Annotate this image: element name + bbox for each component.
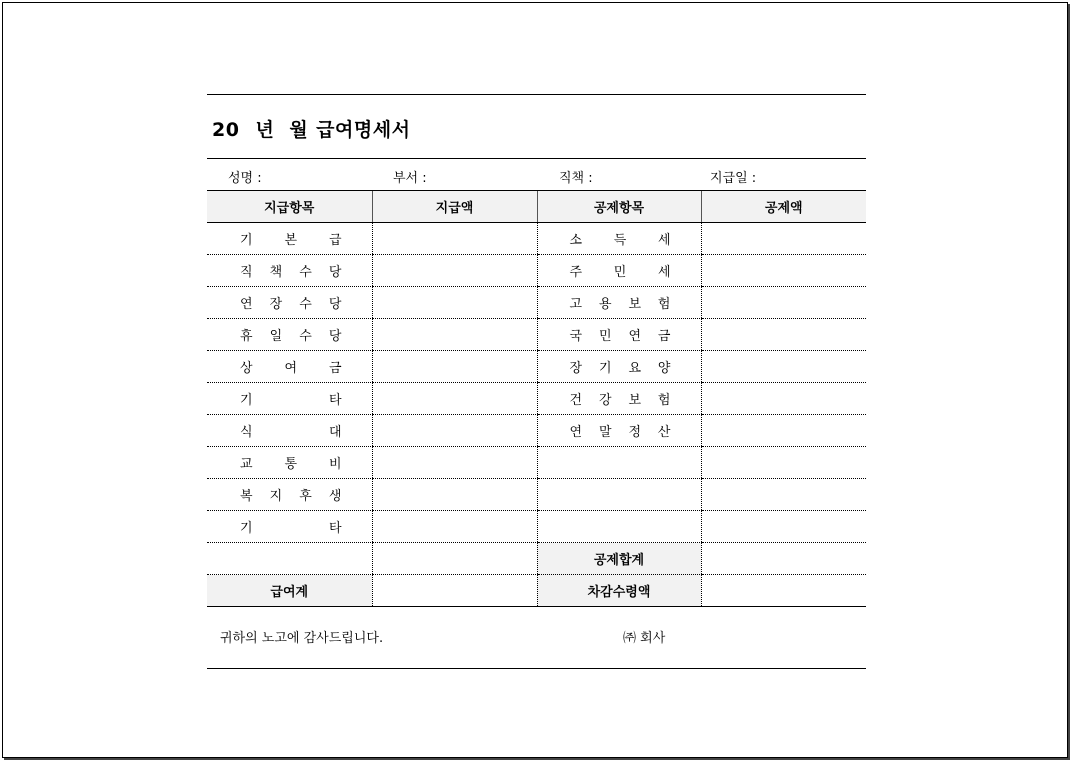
pay-item-label-char: 수: [299, 265, 312, 280]
table-row: [207, 479, 866, 511]
table-row: [207, 255, 866, 287]
header-pay-item: 지급항목: [207, 191, 372, 223]
deduct-item-label-char: 소: [569, 233, 583, 248]
table-row: [207, 415, 866, 447]
pay-amount-cell: [372, 511, 537, 543]
pay-item-label: [207, 223, 372, 255]
pay-item-label-char: 기: [240, 393, 253, 408]
pay-amount-cell: [372, 255, 537, 287]
deduct-amount-cell: [701, 415, 866, 447]
deduct-amount-cell: [701, 223, 866, 255]
pay-item-label: [207, 351, 372, 383]
pay-item-label-char: 교: [240, 457, 253, 472]
deduct-item-label-char: 주: [569, 265, 583, 280]
pay-item-label-char: 책: [269, 265, 283, 280]
pay-item-label-char: 당: [328, 265, 342, 280]
deduct-item-label-char: 세: [657, 265, 671, 280]
pay-item-label: [207, 415, 372, 447]
pay-total-row: [207, 575, 866, 607]
deduct-item-label-char: 금: [657, 329, 671, 344]
pay-item-label-char: 수: [299, 297, 312, 312]
deduct-amount-cell: [701, 511, 866, 543]
pay-item-label-char: 일: [269, 329, 283, 344]
pay-amount-cell: [372, 479, 537, 511]
deduct-item-label-char: 기: [598, 361, 612, 376]
header-deduct-amount: 공제액: [701, 191, 866, 223]
deduct-total-label: 공제합계: [537, 543, 701, 575]
title-year-unit: 년: [255, 119, 275, 141]
pay-amount-cell: [372, 351, 537, 383]
deduct-item-label-char: 용: [598, 297, 612, 312]
header-deduct-item: 공제항목: [537, 191, 701, 223]
pay-item-label-char: 기: [240, 521, 253, 536]
pay-item-label-char: 연: [240, 297, 253, 312]
pay-item-label: [207, 383, 372, 415]
deduct-item-cell: [537, 447, 701, 479]
pay-item-label: [207, 287, 372, 319]
pay-item-label-char: 급: [328, 233, 342, 248]
deduct-item-label-char: 험: [657, 393, 671, 408]
table-row: [207, 287, 866, 319]
deduct-item-label-char: 양: [657, 361, 671, 376]
deduct-item-label-char: 보: [628, 393, 641, 408]
pay-item-label-char: 통: [284, 457, 298, 472]
deduct-item-label-char: 득: [613, 233, 627, 248]
pay-item-label-char: 타: [328, 393, 342, 408]
pay-date-label: 지급일 :: [710, 171, 757, 186]
deduct-item-label-char: 연: [628, 329, 641, 344]
deduct-item-label-char: 건: [569, 393, 583, 408]
deduct-amount-cell: [701, 447, 866, 479]
thanks-message: 귀하의 노고에 감사드립니다.: [220, 631, 384, 646]
deduct-item-label-char: 장: [569, 361, 583, 376]
pay-item-label: [207, 479, 372, 511]
deduct-item-label-char: 정: [628, 425, 641, 440]
table-row: [207, 447, 866, 479]
pay-item-label-char: 여: [284, 361, 298, 376]
pay-amount-cell: [372, 287, 537, 319]
pay-item-label-char: 휴: [240, 329, 253, 344]
pay-amount-cell: [372, 447, 537, 479]
pay-item-label: [207, 319, 372, 351]
pay-item-label-char: 후: [299, 489, 312, 504]
pay-item-label: [207, 511, 372, 543]
pay-total-label: 급여계: [207, 575, 372, 607]
top-rule: [207, 94, 866, 95]
deduct-amount-cell: [701, 319, 866, 351]
pay-item-label-char: 당: [328, 297, 342, 312]
pay-item-label-char: 비: [328, 457, 342, 472]
table-row: [207, 383, 866, 415]
deduct-item-label: [537, 319, 701, 351]
company-name: ㈜ 회사: [623, 631, 666, 646]
deduct-item-label-char: 연: [569, 425, 583, 440]
deduct-total-amount: [701, 543, 866, 575]
table-row: [207, 351, 866, 383]
deduct-amount-cell: [701, 351, 866, 383]
pay-item-label-char: 수: [299, 329, 312, 344]
deduct-item-label-char: 세: [657, 233, 671, 248]
header-pay-amount: 지급액: [372, 191, 537, 223]
title-year: 20: [212, 119, 240, 141]
document-page: [2, 2, 1068, 758]
pay-item-label-char: 식: [240, 425, 253, 440]
pay-item-label: [207, 447, 372, 479]
deduct-amount-cell: [701, 255, 866, 287]
deduct-item-label-char: 요: [628, 361, 641, 376]
deduct-item-label: [537, 287, 701, 319]
employee-info-row: [207, 158, 866, 190]
deduct-item-cell: [537, 511, 701, 543]
pay-amount-cell: [372, 415, 537, 447]
pay-total-amount: [372, 575, 537, 607]
pay-item-label-char: 복: [240, 489, 253, 504]
deduct-item-label-char: 산: [657, 425, 671, 440]
name-label: 성명 :: [228, 171, 262, 186]
deduct-item-label-char: 보: [628, 297, 641, 312]
table-row: [207, 511, 866, 543]
deduct-item-label-char: 민: [598, 329, 612, 344]
deduct-item-label-char: 국: [569, 329, 583, 344]
pay-amount-cell: [372, 223, 537, 255]
pay-item-label-char: 금: [328, 361, 342, 376]
deduct-item-label: [537, 415, 701, 447]
pay-item-label-char: 직: [240, 265, 253, 280]
title-month-unit: 월: [289, 119, 309, 141]
payslip-table: [207, 190, 866, 607]
deduct-item-label-char: 고: [569, 297, 583, 312]
net-pay-label: 차감수령액: [537, 575, 701, 607]
pay-item-label-char: 당: [328, 329, 342, 344]
deduct-item-cell: [537, 479, 701, 511]
table-row: [207, 319, 866, 351]
deduct-amount-cell: [701, 287, 866, 319]
pay-item-label-char: 지: [269, 489, 283, 504]
pay-amount-cell: [372, 383, 537, 415]
deduct-item-label: [537, 255, 701, 287]
deduct-item-label-char: 민: [613, 265, 627, 280]
pay-item-label-char: 상: [240, 361, 253, 376]
pay-item-label-char: 본: [284, 233, 298, 248]
title-name: 급여명세서: [316, 119, 411, 141]
table-header-row: [207, 191, 866, 223]
empty-cell: [372, 543, 537, 575]
deduct-total-row: [207, 543, 866, 575]
table-row: [207, 223, 866, 255]
document-title: [212, 115, 410, 139]
deduct-item-label-char: 험: [657, 297, 671, 312]
deduct-item-label-char: 말: [598, 425, 612, 440]
position-label: 직책 :: [559, 171, 593, 186]
pay-amount-cell: [372, 319, 537, 351]
deduct-item-label: [537, 351, 701, 383]
net-pay-amount: [701, 575, 866, 607]
pay-item-label-char: 장: [269, 297, 283, 312]
pay-item-label-char: 기: [240, 233, 253, 248]
department-label: 부서 :: [393, 171, 427, 186]
pay-item-label-char: 대: [328, 425, 342, 440]
deduct-item-label: [537, 383, 701, 415]
deduct-item-label-char: 강: [598, 393, 612, 408]
empty-cell: [207, 543, 372, 575]
pay-item-label: [207, 255, 372, 287]
pay-item-label-char: 타: [328, 521, 342, 536]
deduct-amount-cell: [701, 479, 866, 511]
pay-item-label-char: 생: [328, 489, 342, 504]
deduct-item-label: [537, 223, 701, 255]
bottom-rule: [207, 668, 866, 669]
deduct-amount-cell: [701, 383, 866, 415]
